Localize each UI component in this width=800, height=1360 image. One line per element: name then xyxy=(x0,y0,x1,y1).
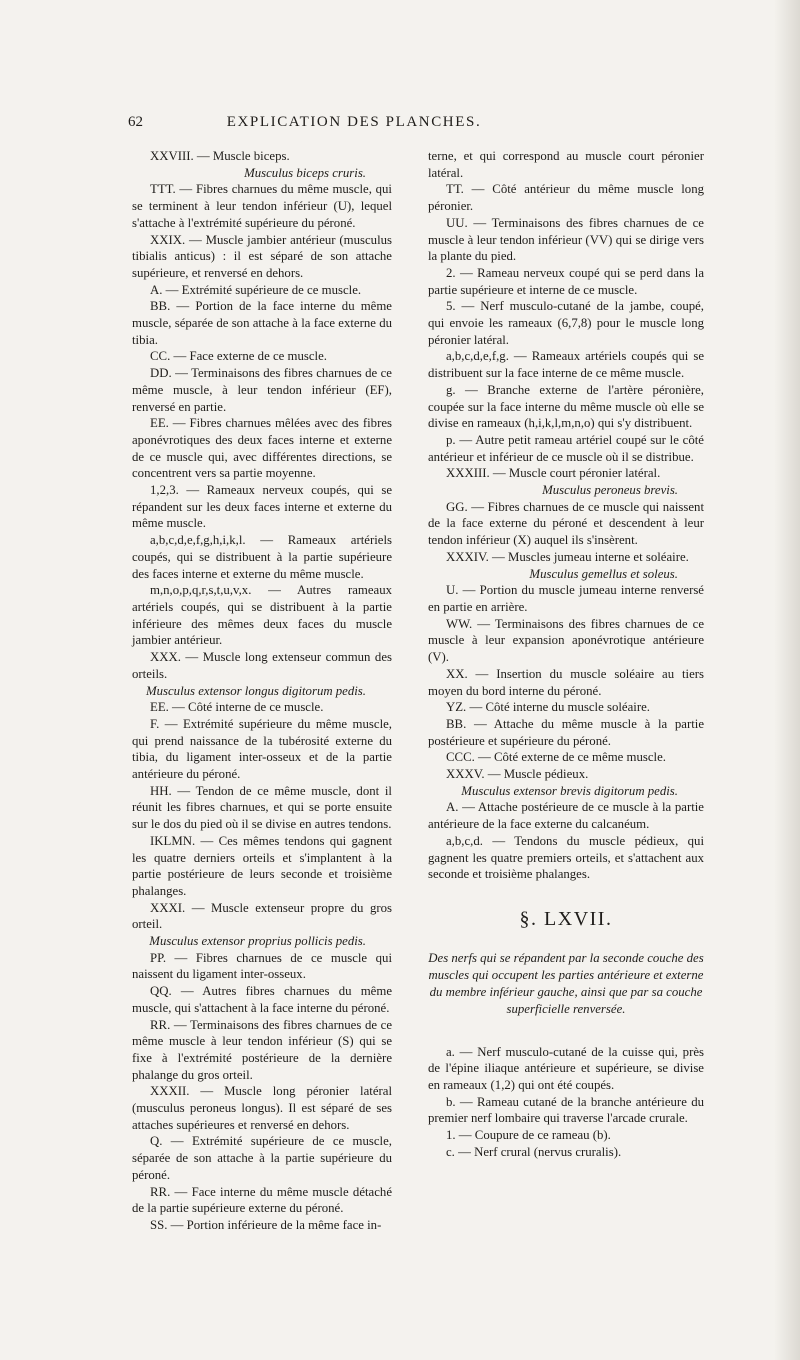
legend-entry: 2. — Rameau nerveux coupé qui se perd dans la partie supérieure et interne de ce muscle. xyxy=(428,265,704,297)
legend-entry: UU. — Terminaisons des fibres charnues de ce muscle à leur tendon inférieur (VV) qui se dirige vers la plante du pied. xyxy=(428,215,704,264)
legend-entry: a,b,c,d,e,f,g. — Rameaux artériels coupés qui se distribuent sur la face interne de ce même muscle. xyxy=(428,349,704,381)
latin-name: Musculus extensor longus digitorum pedis. xyxy=(145,683,366,698)
legend-entry: Q. — Extrémité supérieure de ce muscle, séparée de son attache à la partie supérieure du péroné. xyxy=(132,1134,392,1182)
page-number: 62 xyxy=(128,114,143,130)
legend-entry: IKLMN. — Ces mêmes tendons qui gagnent les quatre derniers orteils et s'implantent à la partie postérieure de leurs seconde et troisième phalanges. xyxy=(132,833,392,898)
legend-entry: 5. — Nerf musculo-cutané de la jambe, coupé, qui envoie les rameaux (6,7,8) pour le muscle long péronier latéral. xyxy=(428,299,704,347)
legend-entry: a,b,c,d. — Tendons du muscle pédieux, qui gagnent les quatre premiers orteils, et s'attachent aux seconde et troisième phalanges. xyxy=(428,833,704,882)
section-items xyxy=(428,1044,704,1161)
page-header xyxy=(128,114,540,138)
legend-entry: HH. — Tendon de ce même muscle, dont il réunit les fibres charnues, et qui se porte ensuite sur le dos du pied où il se divise en autres tendons. xyxy=(132,783,392,832)
legend-entry: EE. — Fibres charnues mêlées avec des fibres aponévrotiques des deux faces interne et externe de ce muscle qui, avec différentes directions, se concentrent vers sa partie moyenne. xyxy=(132,416,392,481)
legend-entry: g. — Branche externe de l'artère péronière, coupée sur la face interne du même muscle où elle se divise en rameaux (h,i,k,l,m,n,o) qui s'y distribuent. xyxy=(428,382,704,431)
legend-entry: A. — Extrémité supérieure de ce muscle. xyxy=(150,282,362,297)
legend-entry: BB. — Attache du même muscle à la partie postérieure et supérieure du péroné. xyxy=(428,716,704,748)
legend-entry: F. — Extrémité supérieure du même muscle, qui prend naissance de la tubérosité externe du tibia, du ligament inter-osseux et de la partie antérieure du péroné. xyxy=(132,716,392,782)
legend-entry: XXVIII. — Muscle biceps. xyxy=(150,149,290,163)
legend-entry: XX. — Insertion du muscle soléaire au tiers moyen du bord interne du péroné. xyxy=(428,666,704,698)
nerve-entry: a. — Nerf musculo-cutané de la cuisse qui, près de l'épine iliaque antérieure et supérieure, se divise en rameaux (1,2) qui ont été coupés. xyxy=(428,1044,704,1093)
legend-entry: XXXI. — Muscle extenseur propre du gros orteil. xyxy=(132,900,392,932)
legend-entry: TT. — Côté antérieur du même muscle long péronier. xyxy=(428,182,704,214)
legend-entry: WW. — Terminaisons des fibres charnues de ce muscle à leur expansion aponévrotique antérieure (V). xyxy=(428,616,704,665)
section-title: §. LXVII. xyxy=(519,907,613,930)
section-subtitle: Des nerfs qui se répandent par la seconde couche des muscles qui occupent les parties antérieure et externe du membre inférieur gauche, ainsi que par sa couche superficielle renversée. xyxy=(428,950,704,1016)
legend-entry: A. — Attache postérieure de ce muscle à la partie antérieure de la face externe du calcanéum. xyxy=(428,800,704,832)
legend-entry: XXXV. — Muscle pédieux. xyxy=(446,767,589,782)
legend-entry: TTT. — Fibres charnues du même muscle, qui se terminent à leur tendon inférieur (U), lequel s'attache à l'extrémité supérieure du péroné. xyxy=(132,182,392,230)
legend-entry: m,n,o,p,q,r,s,t,u,v,x. — Autres rameaux artériels coupés, qui se distribuent à la partie inférieure des mêmes deux faces du muscle jambier antérieur. xyxy=(132,583,392,648)
latin-name: Musculus peroneus brevis. xyxy=(542,483,678,498)
legend-entry: XXXII. — Muscle long péronier latéral (musculus peroneus longus). Il est séparé de ses attaches supérieures et renversé en dehors. xyxy=(132,1084,392,1132)
right-column-entries xyxy=(428,148,704,883)
legend-entry: YZ. — Côté interne du muscle soléaire. xyxy=(446,700,650,715)
running-title: EXPLICATION DES PLANCHES. xyxy=(226,114,482,130)
nerve-entry: b. — Rameau cutané de la branche antérieure du premier nerf lombaire qui traverse l'arcade crurale. xyxy=(428,1094,704,1126)
legend-entry: a,b,c,d,e,f,g,h,i,k,l. — Rameaux artériels coupés, qui se distribuent à la partie supérieure des faces interne et externe du même muscle. xyxy=(132,533,392,581)
legend-entry: U. — Portion du muscle jumeau interne renversé en partie en arrière. xyxy=(428,583,704,614)
legend-entry: DD. — Terminaisons des fibres charnues de ce même muscle, à leur tendon inférieur (EF), renversé en partie. xyxy=(132,366,392,414)
legend-entry: p. — Autre petit rameau artériel coupé sur le côté antérieur et inférieur de ce muscle où il se distribue. xyxy=(428,432,704,464)
legend-entry: QQ. — Autres fibres charnues du même muscle, qui s'attachent à la face interne du péroné. xyxy=(132,984,392,1015)
legend-entry: CCC. — Côté externe de ce même muscle. xyxy=(446,750,666,765)
legend-entry: terne, et qui correspond au muscle court péronier latéral. xyxy=(428,149,704,180)
legend-entry: RR. — Face interne du même muscle détaché de la partie supérieure externe du péroné. xyxy=(132,1184,392,1216)
nerve-entry: 1. — Coupure de ce rameau (b). xyxy=(446,1128,611,1143)
latin-name: Musculus gemellus et soleus. xyxy=(529,566,678,581)
left-column xyxy=(132,148,392,1234)
legend-entry: EE. — Côté interne de ce muscle. xyxy=(150,700,324,715)
latin-name: Musculus biceps cruris. xyxy=(244,165,366,180)
latin-name: Musculus extensor proprius pollicis pedis. xyxy=(149,934,366,949)
latin-name: Musculus extensor brevis digitorum pedis. xyxy=(461,783,678,798)
legend-entry: GG. — Fibres charnues de ce muscle qui naissent de la face externe du péroné et descendent à leur tendon inférieur (X) auquel ils s'insèrent. xyxy=(428,499,704,548)
legend-entry: XXXIV. — Muscles jumeau interne et soléaire. xyxy=(446,549,689,564)
legend-entry: CC. — Face externe de ce muscle. xyxy=(150,349,327,364)
nerve-entry: c. — Nerf crural (nervus cruralis). xyxy=(446,1144,622,1159)
legend-entry: 1,2,3. — Rameaux nerveux coupés, qui se répandent sur les deux faces interne et externe du même muscle. xyxy=(132,483,392,531)
legend-entry: XXXIII. — Muscle court péronier latéral. xyxy=(446,466,661,481)
page-edge-shadow xyxy=(774,0,800,1360)
legend-entry: PP. — Fibres charnues de ce muscle qui naissent du ligament inter-osseux. xyxy=(132,950,392,982)
legend-entry: SS. — Portion inférieure de la même face in- xyxy=(150,1218,382,1232)
legend-entry: XXIX. — Muscle jambier antérieur (musculus tibialis anticus) : il est séparé de son attache supérieure, et renversé en dehors. xyxy=(132,232,392,280)
right-column xyxy=(428,148,704,1161)
legend-entry: RR. — Terminaisons des fibres charnues de ce même muscle à leur tendon inférieur (S) qui se fixe à l'extrémité postérieure de la dernière phalange du gros orteil. xyxy=(132,1017,392,1082)
legend-entry: BB. — Portion de la face interne du même muscle, séparée de son attache à la face externe du tibia. xyxy=(132,299,392,347)
legend-entry: XXX. — Muscle long extenseur commun des orteils. xyxy=(132,650,392,681)
